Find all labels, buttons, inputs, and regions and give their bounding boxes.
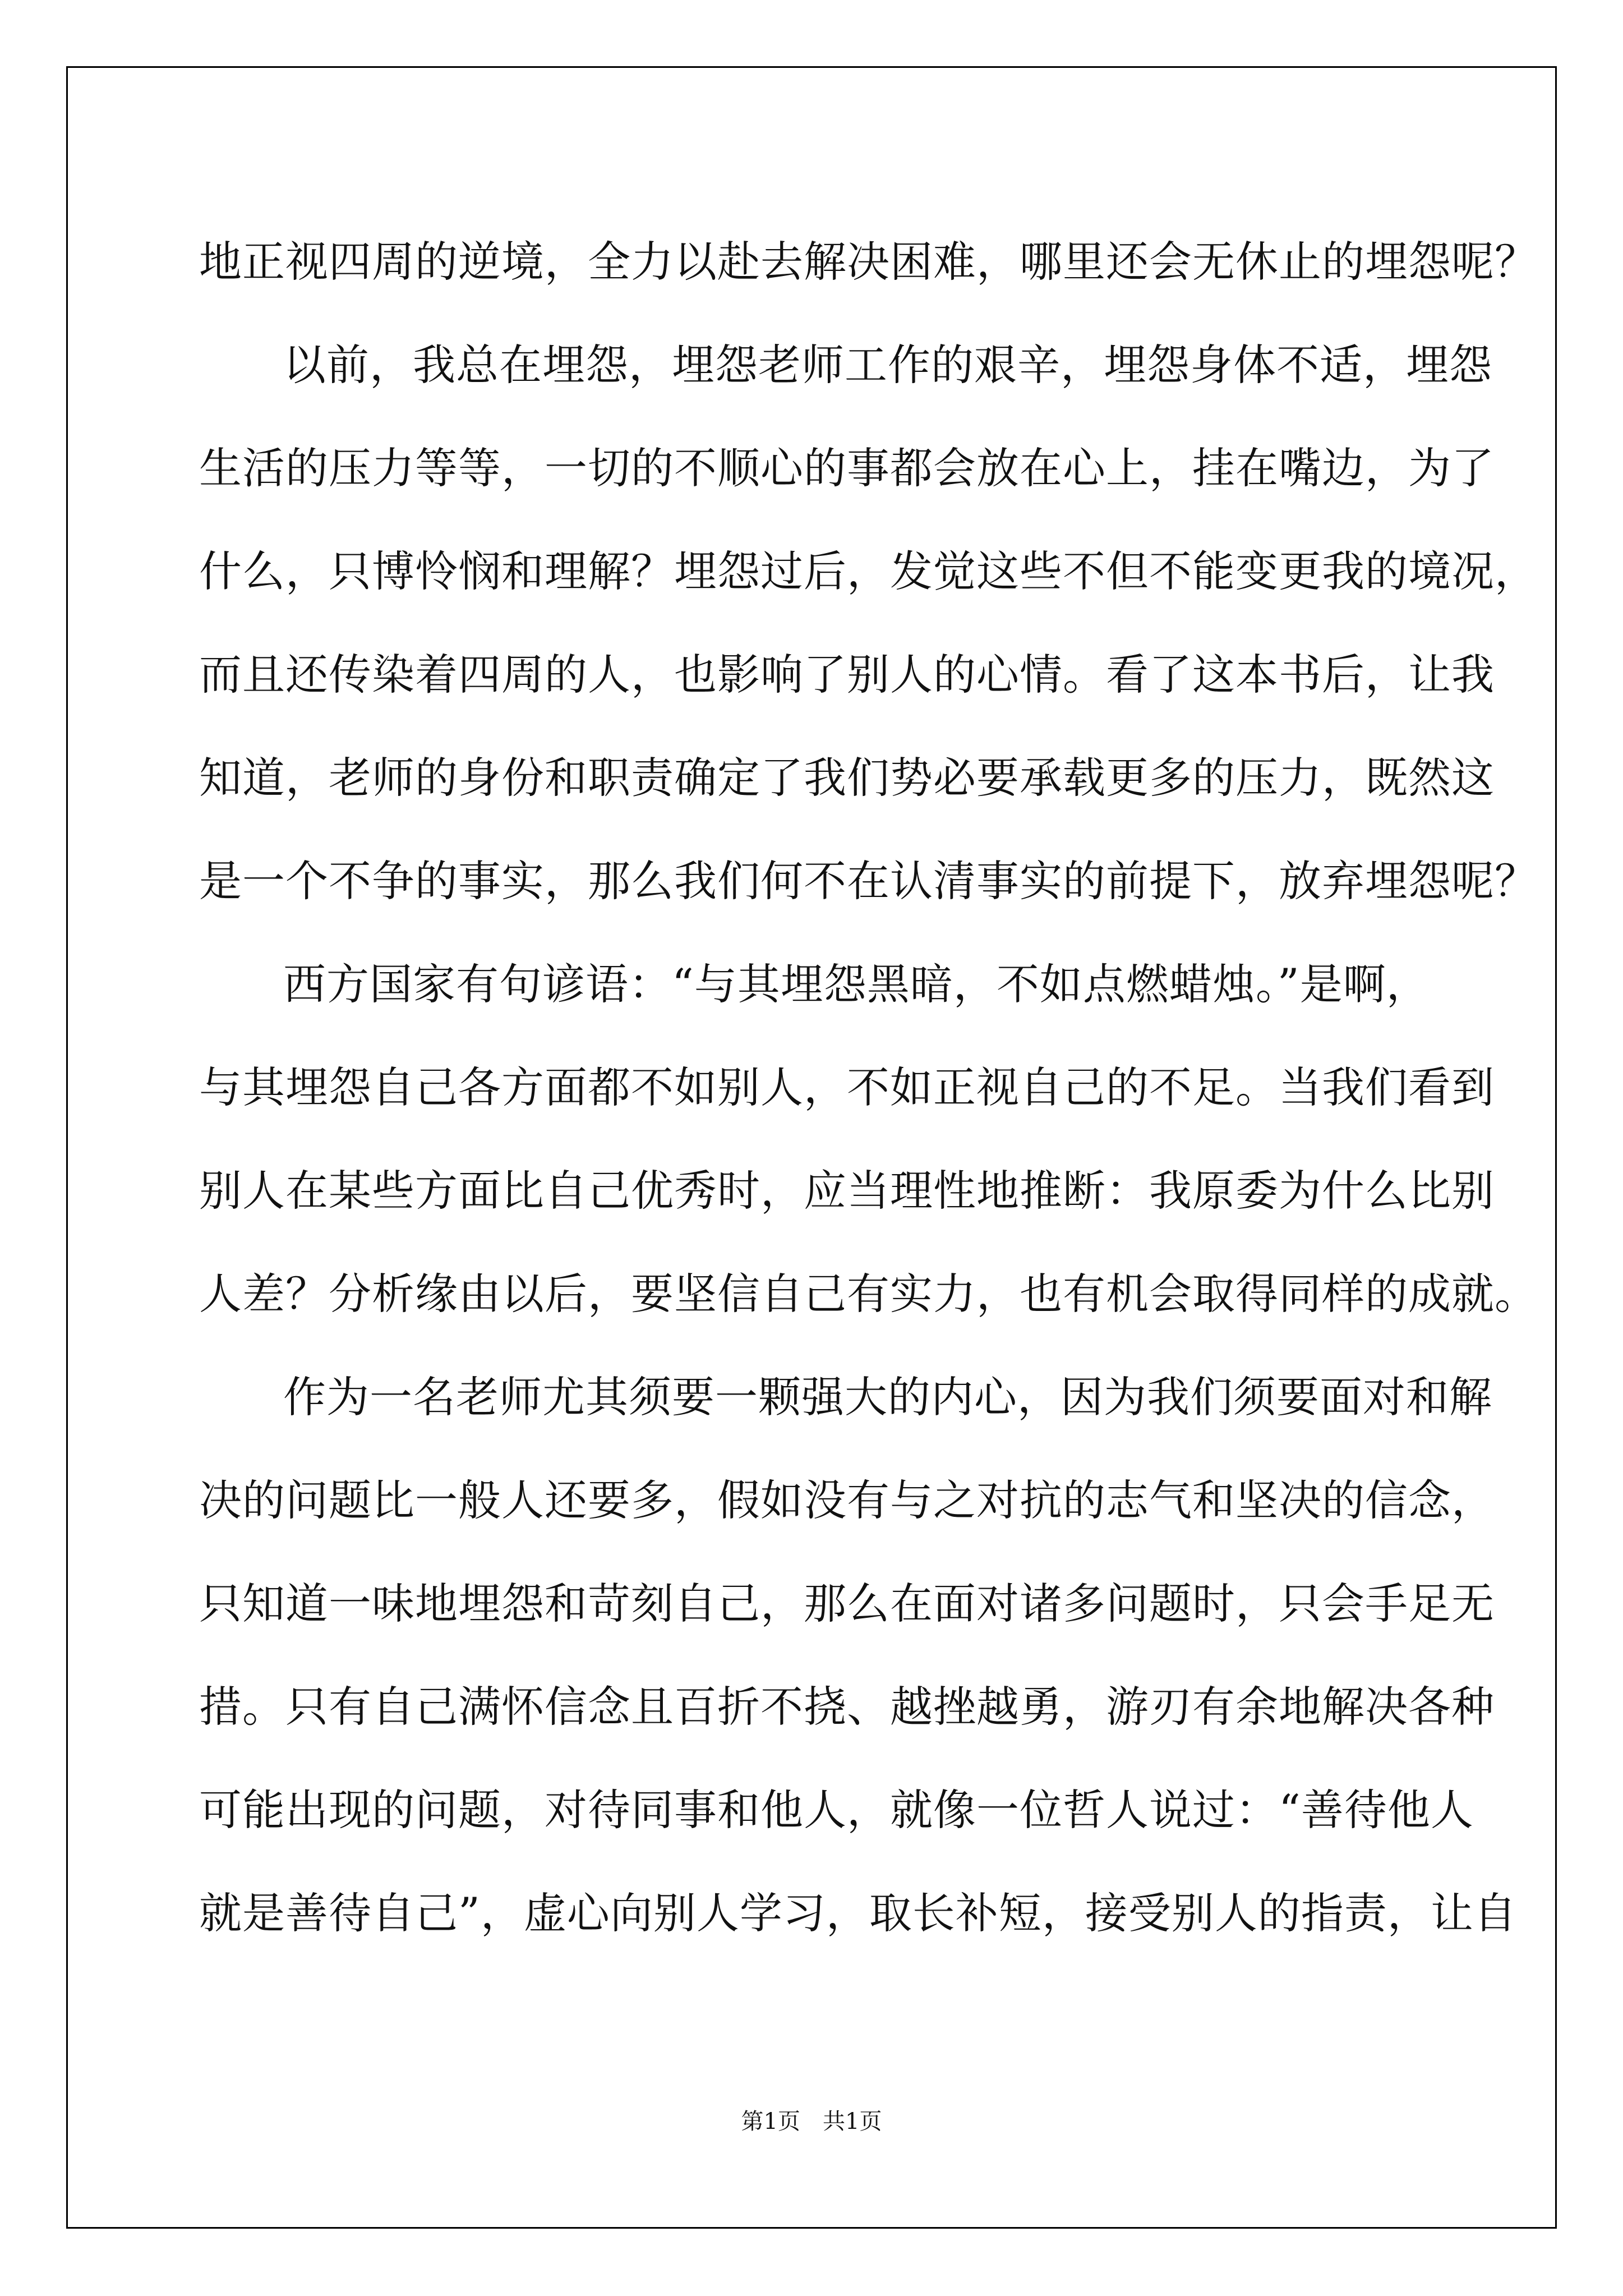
text-line: 可能出现的问题，对待同事和他人，就像一位哲人说过：“善待他人 (199, 1785, 1474, 1835)
page-footer (0, 2104, 1623, 2136)
text-line-paragraph-start: 作为一名老师尤其须要一颗强大的内心，因为我们须要面对和解 (283, 1372, 1492, 1422)
text-line: 人差？分析缘由以后，要坚信自己有实力，也有机会取得同样的成就。 (199, 1269, 1538, 1319)
text-line: 措。只有自己满怀信念且百折不挠、越挫越勇，游刃有余地解决各种 (199, 1682, 1495, 1732)
text-line: 生活的压力等等，一切的不顺心的事都会放在心上，挂在嘴边，为了 (199, 443, 1495, 493)
text-line: 只知道一味地埋怨和苛刻自己，那么在面对诸多问题时，只会手足无 (199, 1579, 1495, 1628)
text-line: 是一个不争的事实，那么我们何不在认清事实的前提下，放弃埋怨呢？ (199, 856, 1538, 906)
text-line: 知道，老师的身份和职责确定了我们势必要承载更多的压力，既然这 (199, 753, 1495, 803)
text-line: 什么，只博怜悯和理解？埋怨过后，发觉这些不但不能变更我的境况， (199, 546, 1538, 596)
page-number: 第1页 (741, 2109, 800, 2134)
text-line: 而且还传染着四周的人，也影响了别人的心情。看了这本书后，让我 (199, 650, 1495, 700)
text-line: 就是善待自己”，虚心向别人学习，取长补短，接受别人的指责，让自 (199, 1888, 1517, 1938)
document-body (199, 210, 1538, 1965)
text-line: 别人在某些方面比自己优秀时，应当理性地推断：我原委为什么比别 (199, 1166, 1495, 1216)
text-line: 决的问题比一般人还要多，假如没有与之对抗的志气和坚决的信念， (199, 1475, 1495, 1525)
text-line: 与其埋怨自己各方面都不如别人，不如正视自己的不足。当我们看到 (199, 1062, 1495, 1112)
text-line-paragraph-start: 以前，我总在埋怨，埋怨老师工作的艰辛，埋怨身体不适，埋怨 (283, 340, 1492, 390)
page-total: 共1页 (823, 2109, 882, 2134)
text-line: 地正视四周的逆境，全力以赴去解决困难，哪里还会无休止的埋怨呢？ (199, 237, 1538, 287)
text-line-paragraph-start: 西方国家有句谚语：“与其埋怨黑暗，不如点燃蜡烛。”是啊， (283, 959, 1430, 1009)
